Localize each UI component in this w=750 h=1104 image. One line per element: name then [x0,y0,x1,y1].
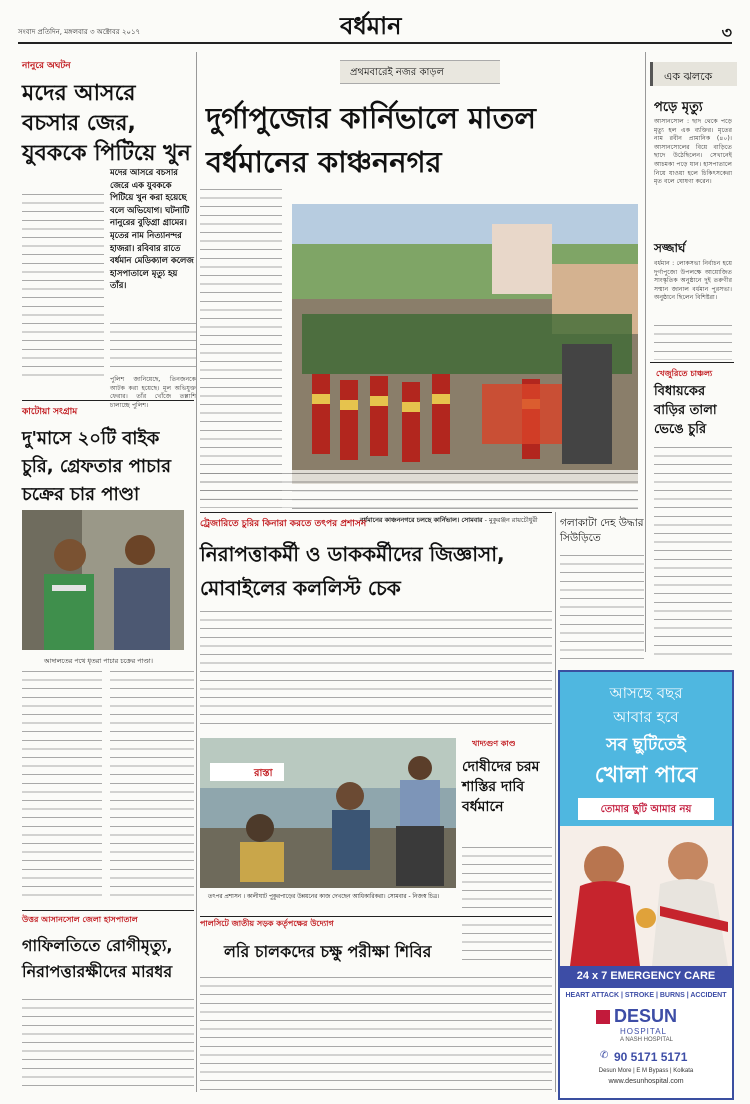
story-headline: লরি চালকদের চক্ষু পরীক্ষা শিবির [224,942,432,961]
story-hospital [22,914,194,1094]
banner-text: রাস্তা [254,768,273,779]
lead-story [200,60,640,530]
story-kicker: খাদ্যগুণ কাণ্ড [472,739,516,748]
masthead-rule [18,42,732,44]
ad-brand: DESUN [614,1006,678,1026]
ad-tagline: তোমার ছুটি আমার নয় [600,804,692,815]
story-kicker: কাটোয়া সংগ্রাম [22,407,78,417]
body-tail: পুলিশ জানিয়েছে, তিনজনকে আটক করা হয়েছে। মূল অভিযুক্ত ফেরার। তাঁর খোঁজে তল্লাশি চালাচ্ছে পুলিশ। [110,376,196,409]
carnival-photo [292,204,638,484]
lead-kicker: প্রথমবারেই নজর কাড়ল [350,67,444,78]
lead-body-bottom-row [200,470,638,508]
body-text [200,608,552,730]
story-nanur [22,58,196,409]
section-rule [22,910,194,911]
body-text [22,996,194,1092]
story-galakata [560,516,644,666]
story-kicker: খেজুরিতে চাঞ্চল্য [656,369,713,378]
brief-text: আসানসোল : ছাদ থেকে পড়ে মৃত্যু হল এক ব্যক্তির। মৃতের নাম রবীন প্রামানিক (৪০)। আসানসোলের বিয়ে বাড়িতে ছাদে উঠেছিলেন। সেখানেই আচমকা পড়ে যান। হাসপাতালে নিয়ে যাওয়া হলে চিকিৎসকেরা মৃত বলে ঘোষণা করেন। [654,118,732,186]
body-text [560,552,644,664]
ad-line: আসছে বছর [609,684,683,702]
photo-caption: তৎপর প্রশাসন । কালীঘাট পুকুরপাড়ের উন্নয়নের কাজ দেখছেন আধিকারিকরা। সোমবার - নিজস্ব চিত্র। [208,894,440,900]
column-rule [196,52,197,1092]
story-headline: নিরাপত্তাকর্মী ও ডাককর্মীদের জিজ্ঞাসা, মোবাইলের কললিস্ট চেক [200,542,505,600]
section-rule [650,362,734,363]
ad-emergency: 24 x 7 EMERGENCY CARE [576,970,716,982]
section-rule [200,916,552,917]
story-security [200,516,552,736]
lead-body-col1 [200,186,282,516]
ad-phone: 90 5171 5171 [614,1050,688,1064]
story-katwa [22,404,194,904]
story-headline: গলাকাটা দেহ উদ্ধার সিউড়িতে [560,517,644,544]
brief-body [654,322,732,360]
caption-credit: - মুকুরঞ্জন রায়চৌধুরী [484,516,538,524]
arrest-photo [22,510,184,650]
page-number: ৩ [721,23,732,42]
story-kicker: নানুরে অঘটন [22,61,71,71]
ad-line: সব ছুটিতেই [606,735,686,755]
phone-icon: ✆ [600,1050,609,1061]
body-text [654,444,732,660]
story-headline: গাফিলতিতে রোগীমৃত্যু, নিরাপত্তারক্ষীদের মারধর [22,936,173,981]
ad-web: www.desunhospital.com [608,1078,684,1085]
masthead-title: বর্ধমান [340,12,402,40]
body-text [22,668,102,902]
sidebar-title: এক ঝলকে [664,70,713,83]
story-eye-camp [200,918,552,1094]
ad-line: খোলা পাবে [594,763,698,788]
body-text [110,320,196,372]
ad-brand-sub: HOSPITAL [620,1027,667,1036]
story-kicker: ট্রেজারিতে চুরির কিনারা করতে তৎপর প্রশাসন [200,519,367,529]
column-rule [555,512,556,1092]
story-kicker: উত্তর আসানসোল জেলা হাসপাতাল [22,915,138,924]
ad-address: Desun More | E M Bypass | Kolkata [598,1068,694,1074]
body-text [22,191,104,381]
story-cleanup [200,738,456,898]
masthead [18,8,732,46]
body-text [200,974,552,1092]
story-headline: মদের আসরে বচসার জের, যুবককে পিটিয়ে খুন [22,81,191,166]
pullquote: মদের আসরে বচসার জেরে এক যুবককে পিটিয়ে খুন করা হয়েছে বলে অভিযোগ। ঘটনাটি নানুরের বুড়িগ্রা গ্রামের। মৃতের নাম নিত্যানন্দর হাজরা। রবিবার রাতে বর্ধমান মেডিক্যাল কলেজ হাসপাতালে মৃত্যু হয় তাঁর। [110,167,194,291]
section-rule [200,512,552,513]
brief-headline: সজ্জার্ঘ [654,241,686,255]
logo-icon [596,1010,610,1024]
ad-photo [560,826,732,966]
sidebar-brief [650,62,734,662]
ad-brand-note: A NASH HOSPITAL [620,1037,673,1043]
caption-text: বর্ধমানের কাঞ্চননগরে চলছে কার্নিভাল। সোমবার [360,516,483,524]
ad-line: আবার হবে [613,708,679,726]
body-text [110,668,194,902]
story-headline: দু'মাসে ২০টি বাইক চুরি, গ্রেফতার পাচার চক্রের চার পাণ্ডা [22,428,171,505]
cleanup-photo [200,738,456,888]
brief-headline: পড়ে মৃত্যু [654,100,703,115]
desun-ad [558,670,734,1100]
brief-text: বর্ধমান : লোকসভা নির্বাচন হয়ে দুর্গাপুজো উপলক্ষে আয়োজিত সাংস্কৃতিক অনুষ্ঠানে দুই তরুণীর সম্মান জানাল বর্ধমান পুরসভা। অনুষ্ঠানে ছিলেন বিশিষ্টরা। [654,260,732,302]
story-headline: বিধায়কের বাড়ির তালা ভেঙে চুরি [654,384,717,437]
photo-caption: আদালতের পথে ধৃতরা পাচার চক্রের পাণ্ডা। [44,657,153,665]
story-kicker: পালসিটে জাতীয় সড়ক কর্তৃপক্ষের উদ্যোগ [200,919,334,928]
masthead-date: সংবাদ প্রতিদিন, মঙ্গলবার ৩ অক্টোবর ২০১৭ [18,28,141,36]
column-rule [645,52,646,652]
story-headline: দোষীদের চরম শাস্তির দাবি বর্ধমানে [462,759,540,815]
ad-services: HEART ATTACK | STROKE | BURNS | ACCIDENT [565,992,727,999]
lead-headline: দুর্গাপুজোর কার্নিভালে মাতল বর্ধমানের কাঞ্চননগর [206,101,536,179]
section-rule [22,400,194,401]
